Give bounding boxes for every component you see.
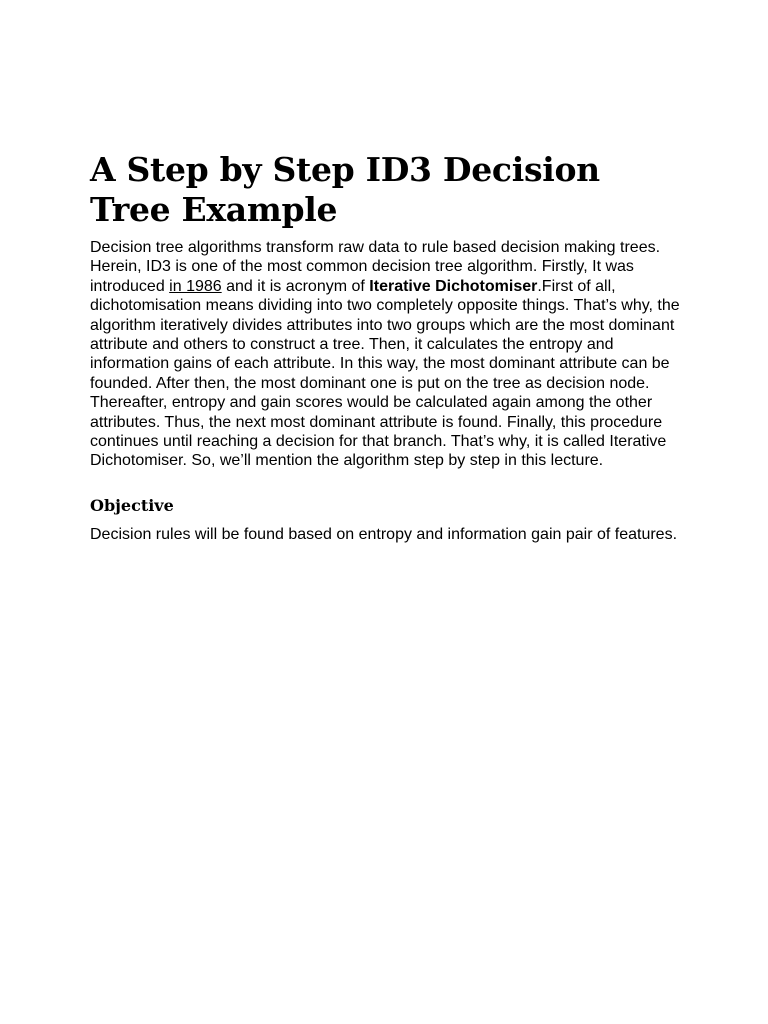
intro-text-part-1: Decision tree algorithms transform raw data to rule based decision making trees. Herein, ID3 is one of the most common decision tree algorithm. Firstly, It was introduced <box>90 239 661 295</box>
intro-text-part-3: .First of all, dichotomisation means dividing into two completely opposite things. That’s why, the algorithm iteratively divides attributes into two groups which are the most dominant attribute and others to construct a tree. Then, it calculates the entropy and information gains of each attribute. In this way, the most dominant attribute can be founded. After then, the most dominant one is put on the tree as decision node. Thereafter, entropy and gain scores would be calculated again among the other attributes. Thus, the next most dominant attribute is found. Finally, this procedure continues until reaching a decision for that branch. That’s why, it is called Iterative Dichotomiser. So, we’ll mention the algorithm step by step in this lecture. <box>90 277 680 470</box>
objective-paragraph: Decision rules will be found based on entropy and information gain pair of features. <box>90 525 678 543</box>
acronym-bold-text: Iterative Dichotomiser <box>369 277 538 295</box>
intro-paragraph <box>90 238 680 471</box>
objective-heading: Objective <box>90 495 174 515</box>
year-link[interactable]: in 1986 <box>169 277 222 295</box>
intro-text-part-2: and it is acronym of <box>221 277 370 295</box>
article-content <box>90 150 680 544</box>
article-title: A Step by Step ID3 Decision Tree Example <box>90 150 600 229</box>
